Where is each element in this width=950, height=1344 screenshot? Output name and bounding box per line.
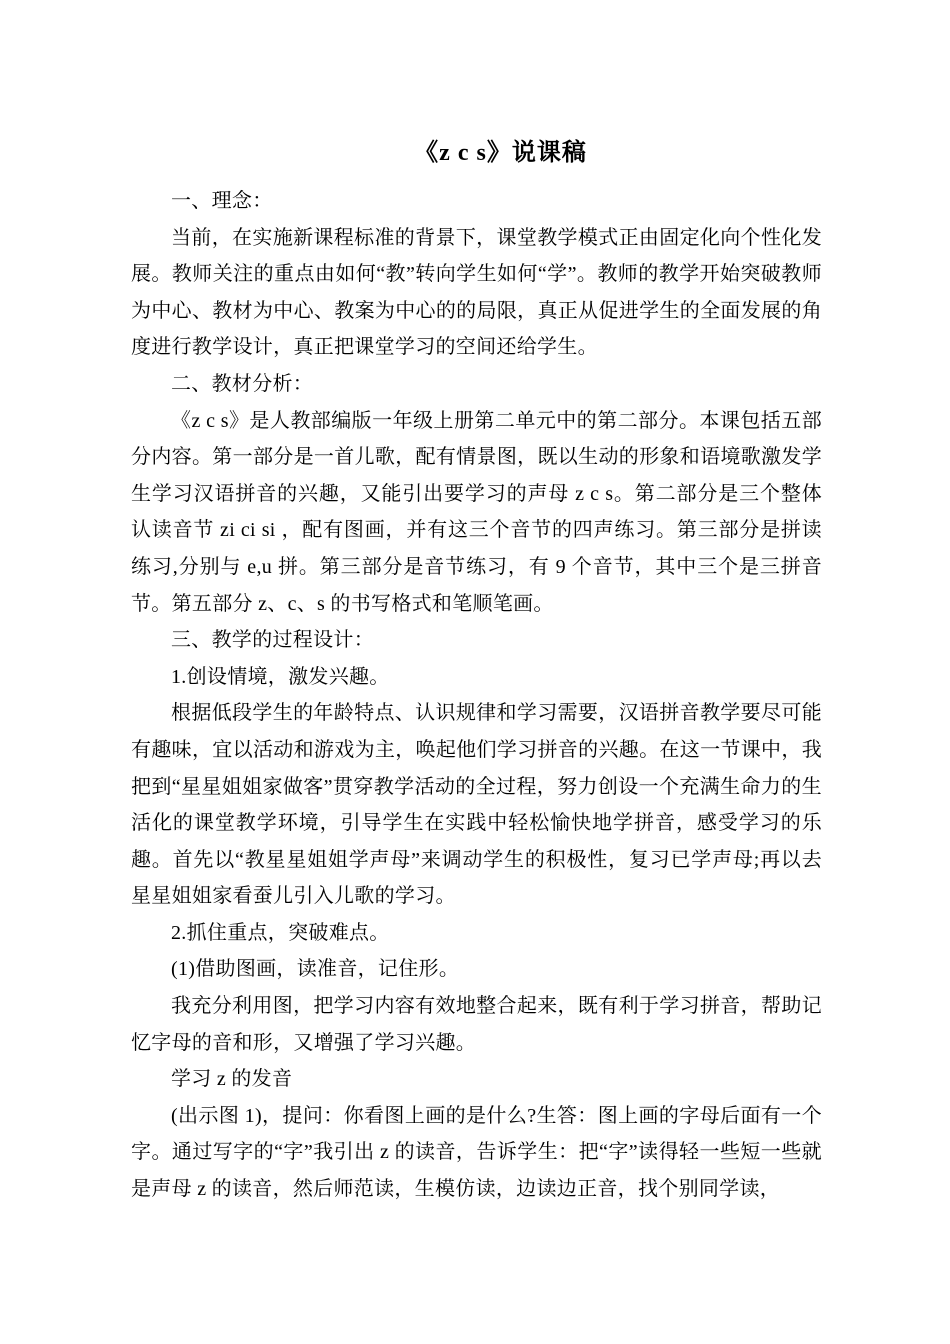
paragraph: (出示图 1)，提问：你看图上画的是什么?生答：图上画的字母后面有一个字。通过写字的“字”我引出 z 的读音，告诉学生：把“字”读得轻一些短一些就是声母 z 的读音，然后师范读，生模仿读，边读边正音，找个别同学读， (131, 1104, 822, 1201)
paragraph: 《z c s》是人教部编版一年级上册第二单元中的第二部分。本课包括五部分内容。第一部分是一首儿歌，配有情景图，既以生动的形象和语境歌激发学生学习汉语拼音的兴趣，又能引出要学习的声母 z c s。第二部分是三个整体认读音节 zi ci si ，配有图画，并有这三个音节的四声练习。第三部分是拼读练习,分别与 e,u 拼。第三部分是音节练习，有 9 个音节，其中三个是三拼音节。第五部分 z、c、s 的书写格式和笔顺笔画。 (131, 409, 822, 615)
paragraph-heading-3: 三、教学的过程设计： (171, 629, 374, 652)
paragraph-heading-1: 一、理念： (171, 190, 273, 212)
document-body (131, 183, 822, 1208)
paragraph-subheading: 学习 z 的发音 (171, 1068, 293, 1091)
paragraph: 我充分利用图，把学习内容有效地整合起来，既有利于学习拼音，帮助记忆字母的音和形，又增强了学习兴趣。 (131, 995, 822, 1054)
paragraph-heading-2: 二、教材分析： (171, 372, 314, 395)
paragraph: 根据低段学生的年龄特点、认识规律和学习需要，汉语拼音教学要尽可能有趣味，宜以活动和游戏为主，唤起他们学习拼音的兴趣。在这一节课中，我把到“星星姐姐家做客”贯穿教学活动的全过程，努力创设一个充满生命力的生活化的课堂教学环境，引导学生在实践中轻松愉快地学拼音，感受学习的乐趣。首先以“教星星姐姐学声母”来调动学生的积极性，复习已学声母;再以去星星姐姐家看蚕儿引入儿歌的学习。 (131, 702, 822, 908)
document-title: 《z c s》说课稿 (414, 140, 587, 166)
paragraph: 当前，在实施新课程标准的背景下，课堂教学模式正由固定化向个性化发展。教师关注的重点由如何“教”转向学生如何“学”。教师的教学开始突破教师为中心、教材为中心、教案为中心的的局限，真正从促进学生的全面发展的角度进行教学设计，真正把课堂学习的空间还给学生。 (131, 226, 822, 359)
paragraph-subheading: 1.创设情境，激发兴趣。 (171, 665, 390, 688)
paragraph-subheading: 2.抓住重点，突破难点。 (171, 921, 390, 944)
paragraph-subheading: (1)借助图画，读准音，记住形。 (171, 958, 460, 981)
document-content (131, 136, 822, 1208)
